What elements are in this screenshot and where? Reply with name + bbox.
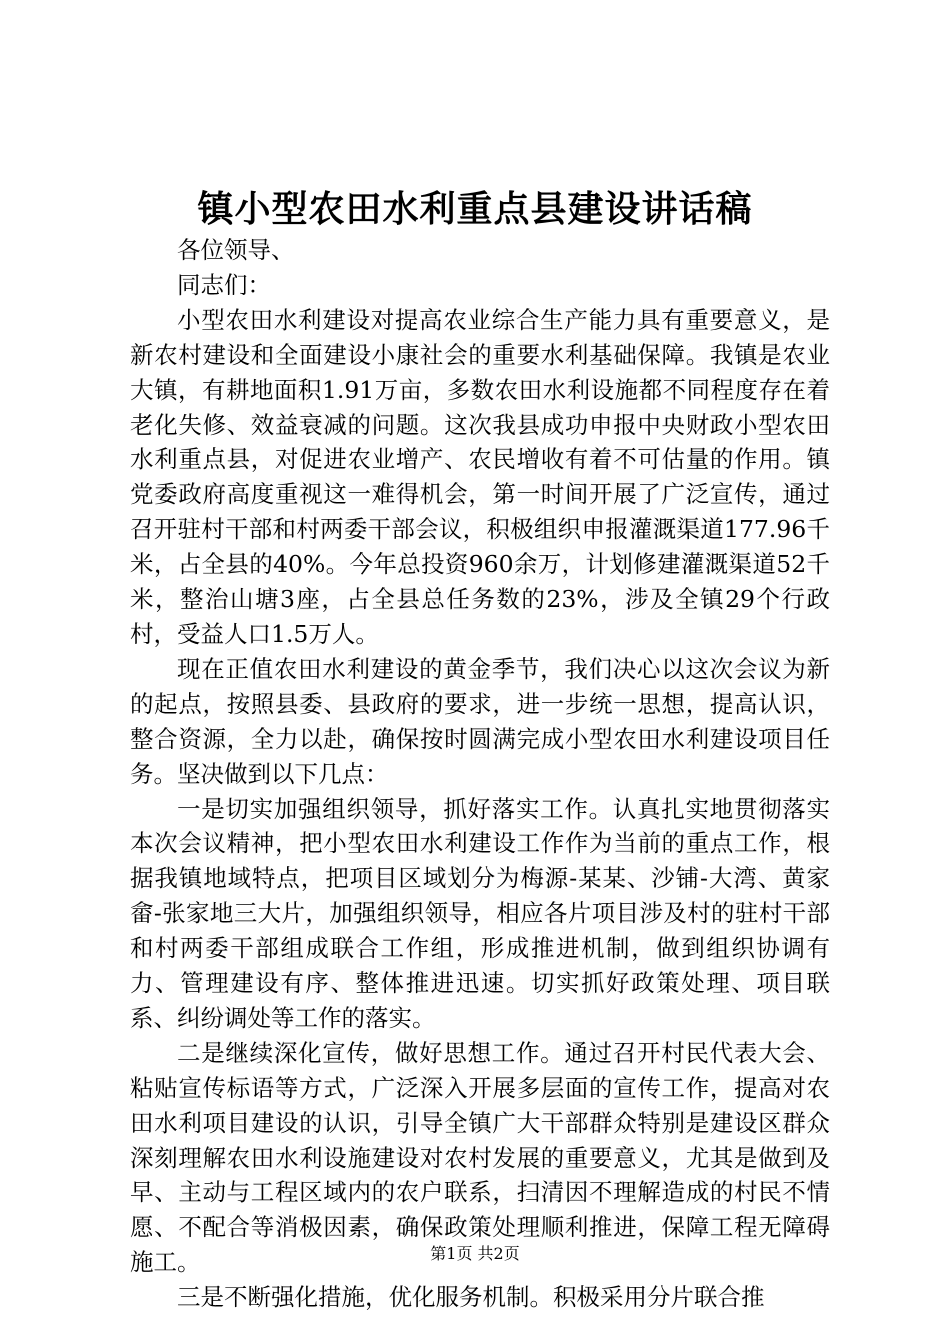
salutation-line: 同志们： — [177, 270, 271, 299]
salutation-line: 各位领导、 — [177, 236, 295, 264]
page-footer — [0, 1242, 950, 1266]
body-paragraph: 小型农田水利建设对提高农业综合生产能力具有重要意义，是新农村建设和全面建设小康社会的重要水利基础保障。我镇是农业大镇，有耕地面积1.91万亩，多数农田水利设施都不同程度存在着老化失修、效益衰减的问题。这次我县成功申报中央财政小型农田水利重点县，对促进农业增产、农民增收有着不可估量的作用。镇党委政府高度重视这一难得机会，第一时间开展了广泛宣传，通过召开驻村干部和村两委干部会议，积极组织申报灌溉渠道177.96千米，占全县的40%。今年总投资960余万，计划修建灌溉渠道52千米，整治山塘3座，占全县总任务数的23%，涉及全镇29个行政村，受益人口1.5万人。 — [130, 305, 830, 648]
page-number: 第1页 共2页 — [430, 1244, 520, 1263]
document-title: 镇小型农田水利重点县建设讲话稿 — [197, 188, 753, 230]
document-body — [130, 233, 830, 1315]
body-paragraph: 三是不断强化措施，优化服务机制。积极采用分片联合推 — [177, 1283, 765, 1312]
body-paragraph: 现在正值农田水利建设的黄金季节，我们决心以这次会议为新的起点，按照县委、县政府的要求，进一步统一思想，提高认识，整合资源，全力以赴，确保按时圆满完成小型农田水利建设项目任务。坚决做到以下几点： — [130, 654, 830, 788]
body-paragraph: 一是切实加强组织领导，抓好落实工作。认真扎实地贯彻落实本次会议精神，把小型农田水利建设工作作为当前的重点工作，根据我镇地域特点，把项目区域划分为梅源-某某、沙铺-大湾、黄家畲-张家地三大片，加强组织领导，相应各片项目涉及村的驻村干部和村两委干部组成联合工作组，形成推进机制，做到组织协调有力、管理建设有序、整体推进迅速。切实抓好政策处理、项目联系、纠纷调处等工作的落实。 — [130, 794, 830, 1032]
body-paragraph: 二是继续深化宣传，做好思想工作。通过召开村民代表大会、粘贴宣传标语等方式，广泛深入开展多层面的宣传工作，提高对农田水利项目建设的认识，引导全镇广大干部群众特别是建设区群众深刻理解农田水利设施建设对农村发展的重要意义，尤其是做到及早、主动与工程区域内的农户联系，扫清因不理解造成的村民不情愿、不配合等消极因素，确保政策处理顺利推进，保障工程无障碍施工。 — [130, 1038, 830, 1277]
